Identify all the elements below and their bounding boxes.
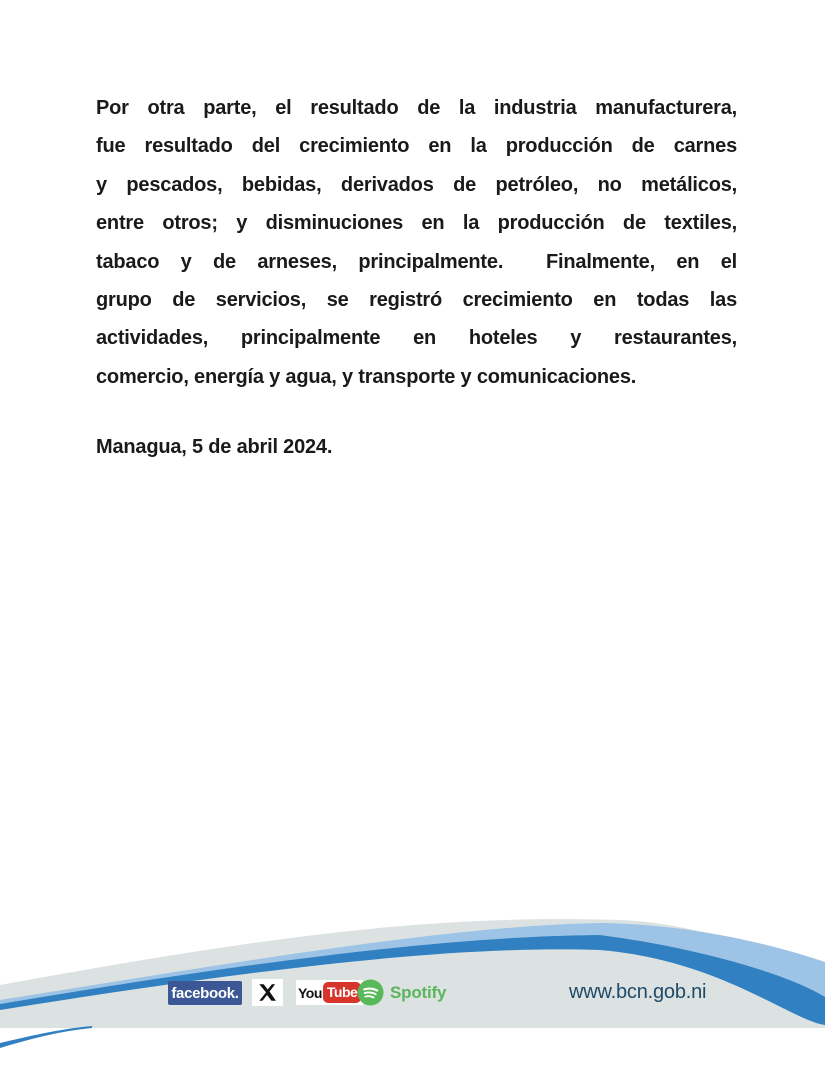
youtube-link[interactable] — [296, 980, 363, 1005]
body-paragraph — [96, 89, 737, 396]
spotify-label: Spotify — [390, 982, 447, 1002]
paragraph-line: y pescados, bebidas, derivados de petróleo, no metálicos, — [96, 173, 737, 196]
website-link[interactable]: www.bcn.gob.ni — [569, 981, 707, 1003]
youtube-tube-badge: Tube — [323, 982, 361, 1003]
spotify-link[interactable] — [357, 979, 446, 1006]
paragraph-line: grupo de servicios, se registró crecimiento en todas las — [96, 289, 737, 312]
youtube-icon: You — [298, 984, 322, 1001]
dateline: Managua, 5 de abril 2024. — [96, 436, 333, 458]
paragraph-line: fue resultado del crecimiento en la producción de carnes — [96, 135, 737, 158]
spotify-icon — [357, 979, 384, 1006]
x-twitter-icon — [258, 983, 277, 1002]
paragraph-line: actividades, principalmente en hoteles y restaurantes, — [96, 327, 737, 350]
paragraph-line: tabaco y de arneses, principalmente. Finalmente, en el — [96, 250, 737, 273]
x-twitter-link[interactable] — [252, 979, 283, 1006]
paragraph-line: comercio, energía y agua, y transporte y comunicaciones. — [96, 365, 637, 388]
paragraph-line: entre otros; y disminuciones en la producción de textiles, — [96, 212, 737, 235]
footer-social-row — [0, 900, 825, 1068]
paragraph-line: Por otra parte, el resultado de la industria manufacturera, — [96, 97, 737, 119]
facebook-link[interactable] — [168, 981, 242, 1005]
page-footer — [0, 900, 825, 1068]
facebook-icon: facebook. — [171, 984, 239, 1002]
